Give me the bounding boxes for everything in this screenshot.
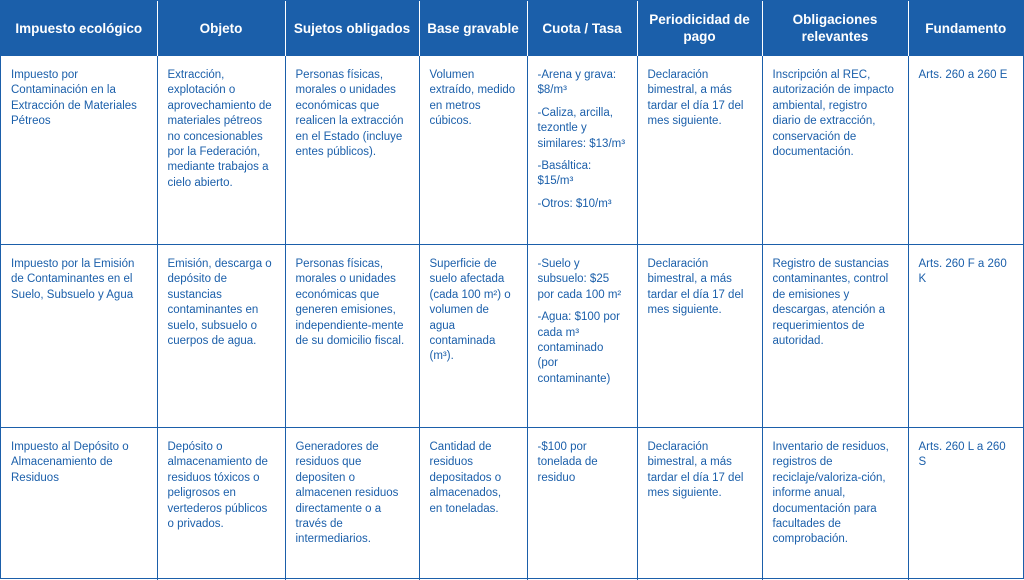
- header-impuesto: Impuesto ecológico: [1, 1, 157, 56]
- header-cuota: Cuota / Tasa: [527, 1, 637, 56]
- cell-base: Volumen extraído, medido en metros cúbicos.: [419, 56, 527, 245]
- cell-periodicidad: Declaración bimestral, a más tardar el día 17 del mes siguiente.: [637, 56, 762, 245]
- cell-cuota: [527, 245, 637, 428]
- table-row: [1, 56, 1023, 245]
- cell-objeto: Depósito o almacenamiento de residuos tóxicos o peligrosos en vertederos públicos o privados.: [157, 428, 285, 580]
- rate-item: -Arena y grava: $8/m³: [538, 68, 627, 99]
- rate-item: -Otros: $10/m³: [538, 197, 627, 212]
- header-base: Base gravable: [419, 1, 527, 56]
- cell-objeto: Emisión, descarga o depósito de sustancias contaminantes en suelo, subsuelo o cuerpos de agua.: [157, 245, 285, 428]
- cell-cuota: [527, 56, 637, 245]
- cell-impuesto: Impuesto por Contaminación en la Extracción de Materiales Pétreos: [1, 56, 157, 245]
- cell-periodicidad: Declaración bimestral, a más tardar el día 17 del mes siguiente.: [637, 245, 762, 428]
- cell-obligaciones: Inventario de residuos, registros de reciclaje/valoriza-ción, informe anual, documentación para facultades de comprobación.: [762, 428, 908, 580]
- rate-item: -Caliza, arcilla, tezontle y similares: $13/m³: [538, 106, 627, 152]
- cell-base: Cantidad de residuos depositados o almacenados, en toneladas.: [419, 428, 527, 580]
- table-row: [1, 428, 1023, 580]
- rate-item: -Agua: $100 por cada m³ contaminado (por contaminante): [538, 310, 627, 387]
- cell-impuesto: Impuesto al Depósito o Almacenamiento de Residuos: [1, 428, 157, 580]
- header-row: [1, 1, 1023, 56]
- cell-base: Superficie de suelo afectada (cada 100 m²) o volumen de agua contaminada (m³).: [419, 245, 527, 428]
- cell-periodicidad: Declaración bimestral, a más tardar el día 17 del mes siguiente.: [637, 428, 762, 580]
- cell-objeto: Extracción, explotación o aprovechamiento de materiales pétreos no concesionables por la Federación, mediante trabajos a cielo abierto.: [157, 56, 285, 245]
- rate-item: -$100 por tonelada de residuo: [538, 440, 627, 486]
- header-periodicidad: Periodicidad de pago: [637, 1, 762, 56]
- cell-obligaciones: Inscripción al REC, autorización de impacto ambiental, registro diario de extracción, conservación de documentación.: [762, 56, 908, 245]
- cell-sujetos: Personas físicas, morales o unidades económicas que generen emisiones, independiente-mente de su domicilio fiscal.: [285, 245, 419, 428]
- rate-item: -Suelo y subsuelo: $25 por cada 100 m²: [538, 257, 627, 303]
- cell-fundamento: Arts. 260 L a 260 S: [908, 428, 1023, 580]
- header-fundamento: Fundamento: [908, 1, 1023, 56]
- eco-tax-table: [1, 1, 1023, 580]
- cell-cuota: [527, 428, 637, 580]
- cell-obligaciones: Registro de sustancias contaminantes, control de emisiones y descargas, atención a requerimientos de autoridad.: [762, 245, 908, 428]
- rate-item: -Basáltica: $15/m³: [538, 159, 627, 190]
- table-row: [1, 245, 1023, 428]
- cell-fundamento: Arts. 260 a 260 E: [908, 56, 1023, 245]
- cell-fundamento: Arts. 260 F a 260 K: [908, 245, 1023, 428]
- header-sujetos: Sujetos obligados: [285, 1, 419, 56]
- cell-sujetos: Personas físicas, morales o unidades económicas que realicen la extracción en el Estado (incluye entes públicos).: [285, 56, 419, 245]
- cell-impuesto: Impuesto por la Emisión de Contaminantes en el Suelo, Subsuelo y Agua: [1, 245, 157, 428]
- header-obligaciones: Obligaciones relevantes: [762, 1, 908, 56]
- cell-sujetos: Generadores de residuos que depositen o almacenen residuos directamente o a través de intermediarios.: [285, 428, 419, 580]
- header-objeto: Objeto: [157, 1, 285, 56]
